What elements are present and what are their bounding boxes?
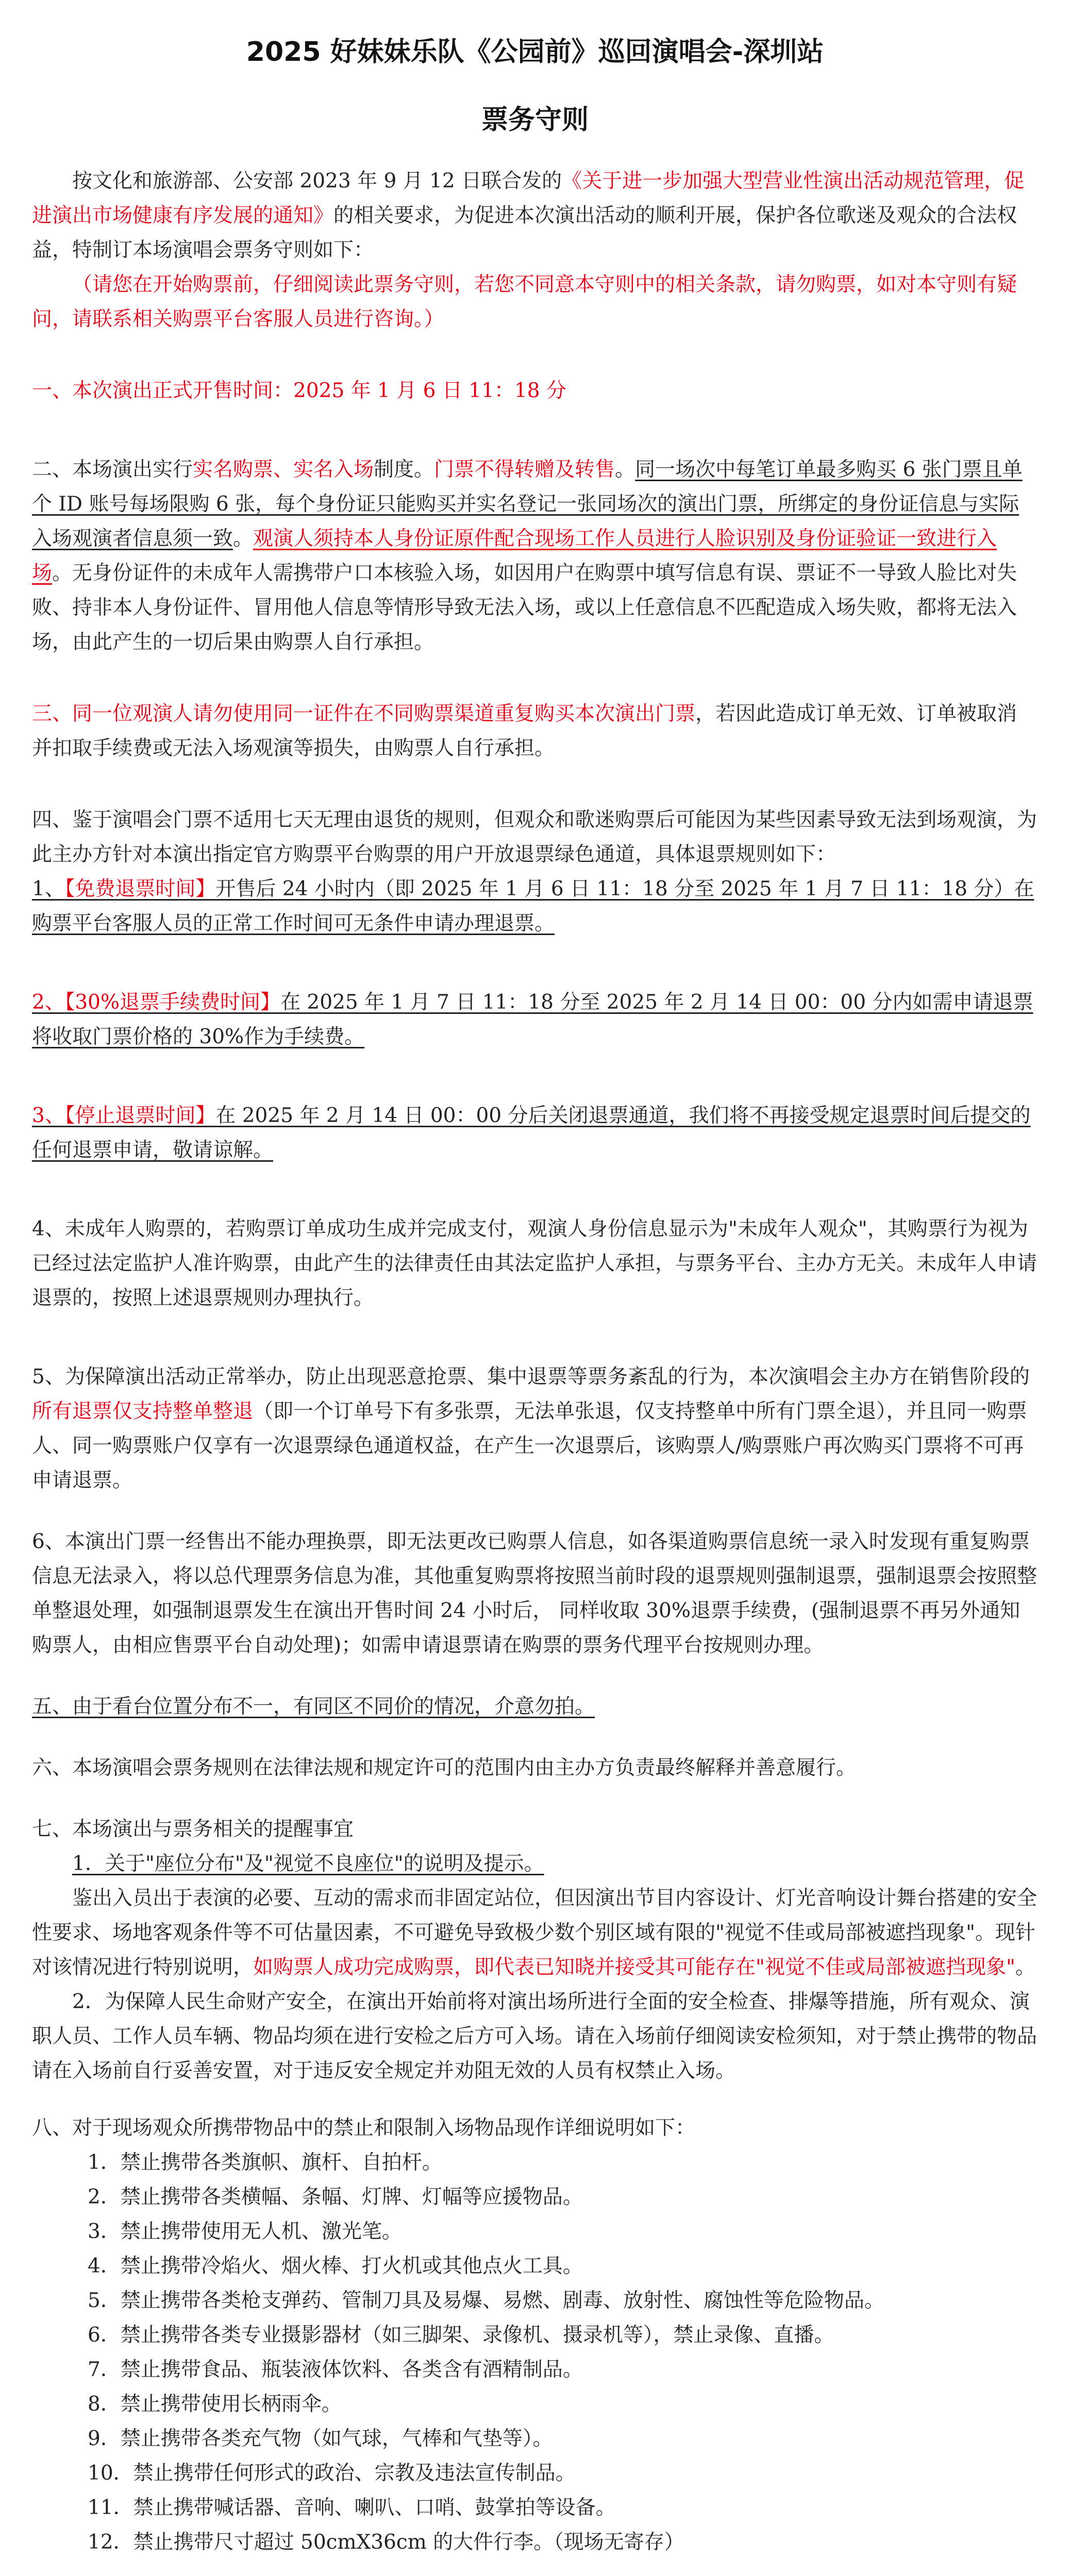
s7-item-1-heading: 1．关于"座位分布"及"视觉不良座位"的说明及提示。 [72,1852,544,1875]
read-before-purchase-notice: （请您在开始购票前，仔细阅读此票务守则，若您不同意本守则中的相关条款，请勿购票，如对本守则有疑问，请联系相关购票平台客服人员进行咨询。） [32,273,1017,331]
rule-1-tag: 【免费退票时间】 [64,877,216,901]
s2-text-e: 。 [615,458,636,481]
refund-rule-5-whole-order [32,1360,1037,1498]
rule-5-highlight: 所有退票仅支持整单整退 [32,1400,254,1423]
section-4-refund-intro: 四、鉴于演唱会门票不适用七天无理由退货的规则，但观众和歌迷购票后可能因为某些因素导致无法到场观演，为此主办方针对本演出指定官方购票平台购票的用户开放退票绿色通道，具体退票规则如下： [32,808,1038,866]
prohibited-item: 8．禁止携带使用长柄雨伞。 [88,2393,342,2416]
s7-body-c: 。 [1015,1956,1035,1979]
prohibited-item: 10．禁止携带任何形式的政治、宗教及违法宣传制品。 [88,2462,576,2485]
rule-2-num: 2、 [32,991,65,1014]
s7-body-highlight: 如购票人成功完成购票，即代表已知晓并接受其可能存在"视觉不佳或局部被遮挡现象" [253,1956,1015,1979]
document-subtitle: 票务守则 [481,105,589,135]
rule-3-text: 在 2025 年 2 月 14 日 00：00 分后关闭退票通道，我们将不再接受规定退票时间后提交的任何退票申请，敬请谅解。 [32,1104,1031,1162]
section-7-title: 七、本场演出与票务相关的提醒事宜 [32,1818,354,1841]
s2-real-name-highlight: 实名购票、实名入场 [193,458,374,481]
prohibited-item: 4．禁止携带冷焰火、烟火棒、打火机或其他点火工具。 [88,2255,583,2278]
section-5-seat-notice: 五、由于看台位置分布不一，有同区不同价的情况，介意勿拍。 [32,1695,595,1718]
rule-2-text: 在 2025 年 1 月 7 日 11：18 分至 2025 年 2 月 14 日 00：00 分内如需申请退票将收取门票价格的 30%作为手续费。 [32,991,1033,1048]
s2-text-a: 二、本场演出实行 [32,458,193,481]
document-title: 2025 好妹妹乐队《公园前》巡回演唱会-深圳站 [246,37,824,67]
prohibited-item: 11．禁止携带喊话器、音响、喇叭、口哨、鼓掌拍等设备。 [88,2496,616,2519]
s2-no-transfer-highlight: 门票不得转赠及转售 [434,458,615,481]
rule-3-num: 3、 [32,1104,65,1127]
prohibited-item: 1．禁止携带各类旗帜、旗杆、自拍杆。 [88,2151,442,2174]
refund-rule-2 [32,985,1037,1054]
prohibited-item: 7．禁止携带食品、瓶装液体饮料、各类含有酒精制品。 [88,2358,583,2381]
s2-text-i: 。无身份证件的未成年人需携带户口本核验入场，如因用户在购票中填写信息有误、票证不一导致人脸比对失败、持非本人身份证件、冒用他人信息等情形导致无法入场，或以上任意信息不匹配造成入场失败，都将无法入场，由此产生的一切后果由购票人自行承担。 [32,562,1017,654]
document-body [32,164,1037,2576]
refund-rule-3 [32,1098,1037,1167]
prohibited-item: 2．禁止携带各类横幅、条幅、灯牌、灯幅等应援物品。 [88,2185,583,2209]
section-3-duplicate-purchase [32,697,1037,766]
refund-rule-6-no-exchange: 6、本演出门票一经售出不能办理换票，即无法更改已购票人信息，如各渠道购票信息统一录入时发现有重复购票信息无法录入，将以总代理票务信息为准，其他重复购票将按照当前时段的退票规则强制退票，强制退票会按照整单整退处理，如强制退票发生在演出开售时间 24 小时后， 同样收取 30%退票手续费，(强制退票不再另外通知购票人，由相应售票平台自动处理)；如需申请退票请在购票的票务代理平台按规则办理。 [32,1530,1038,1657]
s2-id-verification-highlight: 观演人须持本人身份证原件配合现场工作人员进行人脸识别及身份证验证一致进行入场 [32,527,997,585]
refund-rule-4-minors: 4、未成年人购票的，若购票订单成功生成并完成支付，观演人身份信息显示为"未成年人观众"，其购票行为视为已经过法定监护人准许购票，由此产生的法律责任由其法定监护人承担，与票务平台、主办方无关。未成年人申请退票的，按照上述退票规则办理执行。 [32,1217,1038,1310]
s2-text-c: 制度。 [374,458,434,481]
s7-body-a: 鉴出入员出于表演的必要、互动的需求而非固定站位，但因演出节目内容设计、灯光音响设计舞台搭建的安全性要求、场地客观条件等不可估量因素，不可避免导致极少数个别区域有限的"视觉不佳或局部被遮挡现象"。现针对该情况进行特别说明， [32,1887,1038,1979]
section-6-interpretation: 六、本场演唱会票务规则在法律法规和规定许可的范围内由主办方负责最终解释并善意履行。 [32,1756,857,1780]
prohibited-item: 3．禁止携带使用无人机、激光笔。 [88,2220,402,2243]
s7-item-2-security: 2．为保障人民生命财产安全，在演出开始前将对演出场所进行全面的安全检查、排爆等措施，所有观众、演职人员、工作人员车辆、物品均须在进行安检之后方可入场。请在入场前仔细阅读安检须知，对于禁止携带的物品请在入场前自行妥善安置，对于违反安全规定并劝阻无效的人员有权禁止入场。 [32,1990,1038,2082]
rule-2-tag: 【30%退票手续费时间】 [64,991,281,1014]
intro-text-c: 的相关要求，为促进本次演出活动的顺利开展，保护各位歌迷及观众的合法权益，特制订本场演唱会票务守则如下： [32,204,1017,262]
rule-5-text-c: （即一个订单号下有多张票，无法单张退，仅支持整单中所有门票全退），并且同一购票人、同一购票账户仅享有一次退票绿色通道权益，在产生一次退票后，该购票人/购票账户再次购买门票将不可再申请退票。 [32,1400,1027,1492]
policy-notice-link: 《关于进一步加强大型营业性演出活动规范管理，促进演出市场健康有序发展的通知》 [32,170,1025,227]
rule-1-text: 开售后 24 小时内（即 2025 年 1 月 6 日 11：18 分至 2025 年 1 月 7 日 11：18 分）在购票平台客服人员的正常工作时间可无条件申请办理退票。 [32,877,1034,935]
s7-item-1-body [32,1881,1037,1985]
refund-rule-1 [32,872,1037,941]
rule-1-num: 1、 [32,877,65,901]
s2-purchase-limit-underlined: 同一场次中每笔订单最多购买 6 张门票且单个 ID 账号每场限购 6 张，每个身份证只能购买并实名登记一张同场次的演出门票，所绑定的身份证信息与实际入场观演者信息须一致 [32,458,1023,550]
rule-3-tag: 【停止退票时间】 [64,1104,216,1127]
intro-paragraph [32,164,1037,267]
prohibited-item: 12．禁止携带尺寸超过 50cmX36cm 的大件行李。（现场无寄存） [88,2531,684,2554]
prohibited-item: 5．禁止携带各类枪支弹药、管制刀具及易爆、易燃、剧毒、放射性、腐蚀性等危险物品。 [88,2289,884,2312]
section-2-real-name [32,452,1037,659]
s2-text-g: 。 [233,527,254,550]
s3-text: ，若因此造成订单无效、订单被取消并扣取手续费或无法入场观演等损失，由购票人自行承担。 [32,702,1017,760]
section-1-sale-time: 一、本次演出正式开售时间：2025 年 1 月 6 日 11：18 分 [32,379,566,402]
intro-text-a: 按文化和旅游部、公安部 2023 年 9 月 12 日联合发的 [72,170,562,193]
prohibited-item: 9．禁止携带各类充气物（如气球，气棒和气垫等）。 [88,2427,553,2450]
section-8-title: 八、对于现场观众所携带物品中的禁止和限制入场物品现作详细说明如下： [32,2116,696,2140]
rule-5-text-a: 5、为保障演出活动正常举办，防止出现恶意抢票、集中退票等票务紊乱的行为，本次演唱会主办方在销售阶段的 [32,1365,1030,1388]
s3-highlight: 三、同一位观演人请勿使用同一证件在不同购票渠道重复购买本次演出门票 [32,702,696,725]
prohibited-item: 6．禁止携带各类专业摄影器材（如三脚架、录像机、摄录机等），禁止录像、直播。 [88,2324,834,2347]
